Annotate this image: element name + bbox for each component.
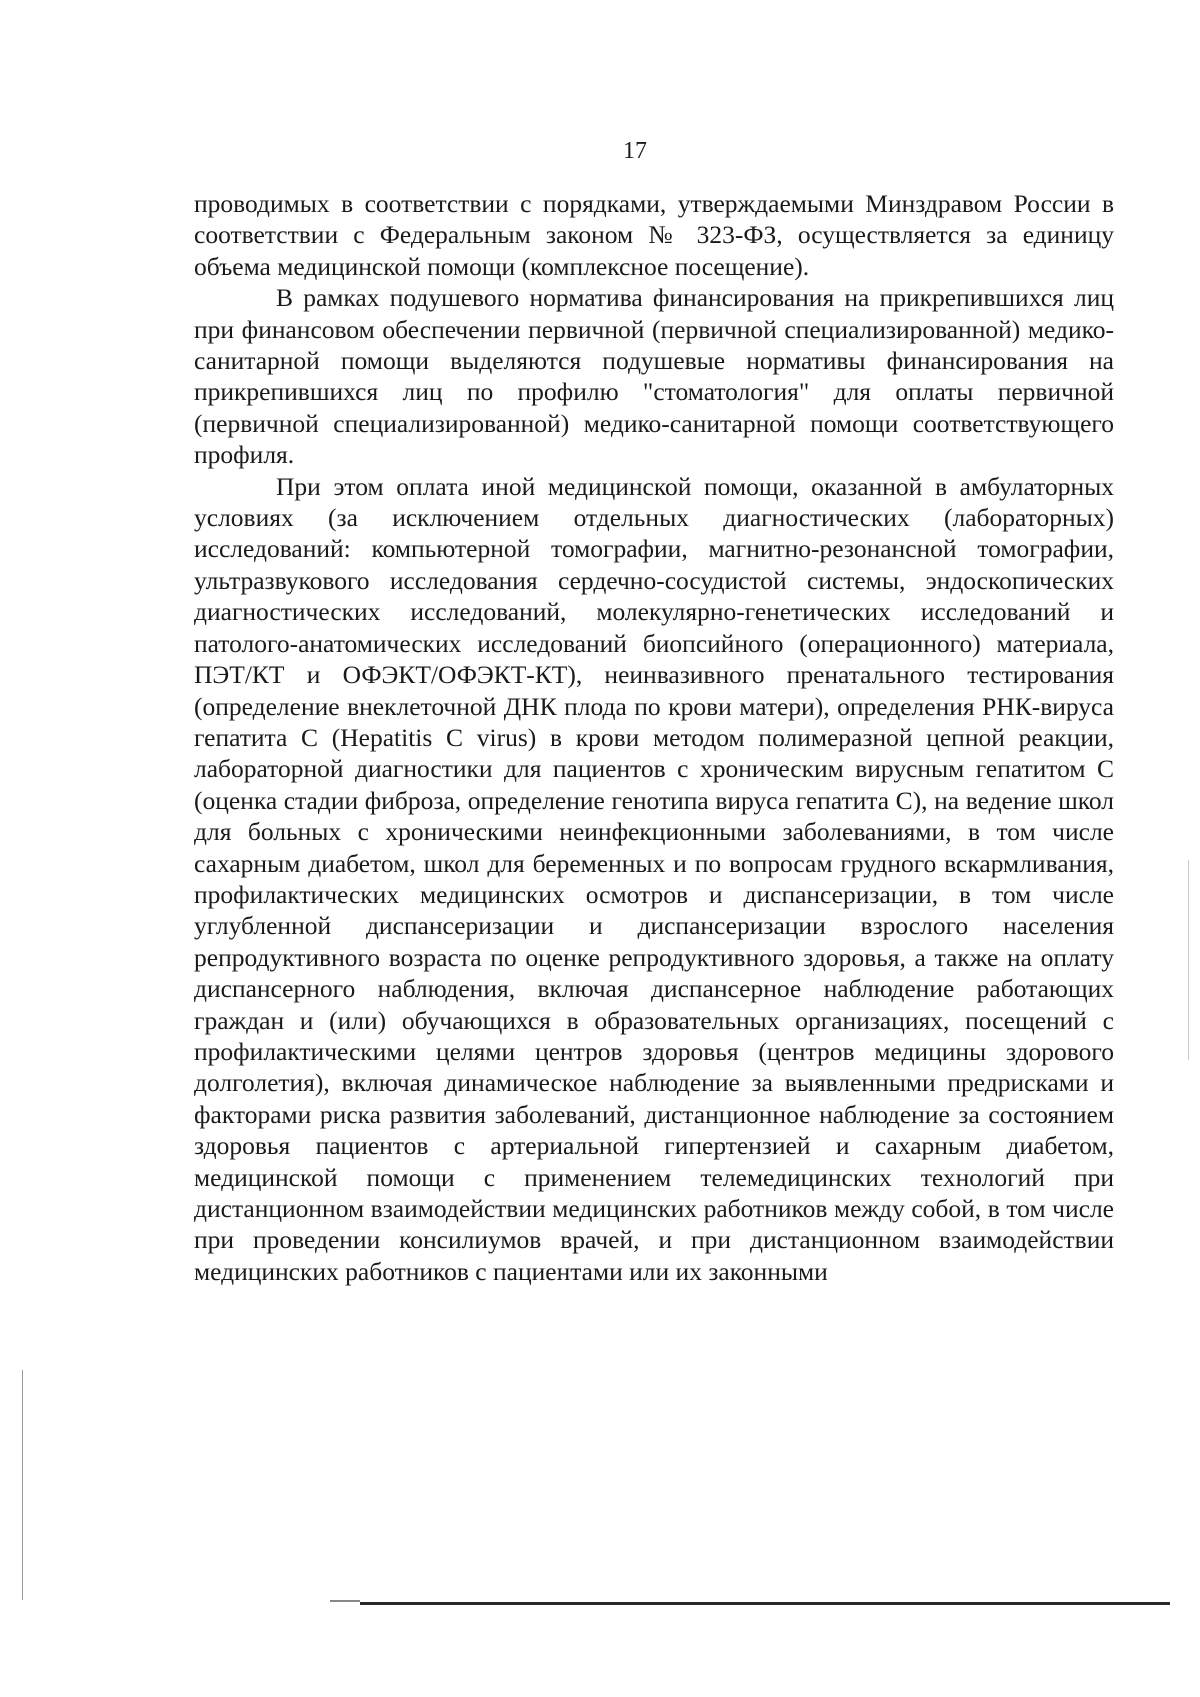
left-scan-edge-line (22, 1370, 23, 1600)
bottom-scan-edge-line (360, 1602, 1170, 1605)
bottom-scan-mark (330, 1600, 360, 1602)
paragraph-outpatient-payment: При этом оплата иной медицинской помощи, оказанной в амбулаторных условиях (за исключением отдельных диагностических (лабораторных) исследований: компьютерной томографии, магнитно-резонансной томографии, ультразвукового исследования сердечно-сосудистой системы, эндоскопических диагностических исследований, молекулярно-генетических исследований и патолого-анатомических исследований биопсийного (операционного) материала, ПЭТ/КТ и ОФЭКТ/ОФЭКТ-КТ), неинвазивного пренатального тестирования (определение внеклеточной ДНК плода по крови матери), определения РНК-вируса гепатита С (Hepatitis C virus) в крови методом полимеразной цепной реакции, лабораторной диагностики для пациентов с хроническим вирусным гепатитом С (оценка стадии фиброза, определение генотипа вируса гепатита С), на ведение школ для больных с хроническими неинфекционными заболеваниями, в том числе сахарным диабетом, школ для беременных и по вопросам грудного вскармливания, профилактических медицинских осмотров и диспансеризации, в том числе углубленной диспансеризации и диспансеризации взрослого населения репродуктивного возраста по оценке репродуктивного здоровья, а также на оплату диспансерного наблюдения, включая диспансерное наблюдение работающих граждан и (или) обучающихся в образовательных организациях, посещений с профилактическими целями центров здоровья (центров медицины здорового долголетия), включая динамическое наблюдение за выявленными предрисками и факторами риска развития заболеваний, дистанционное наблюдение за состоянием здоровья пациентов с артериальной гипертензией и сахарным диабетом, медицинской помощи с применением телемедицинских технологий при дистанционном взаимодействии медицинских работников между собой, в том числе при проведении консилиумов врачей, и при дистанционном взаимодействии медицинских работников с пациентами или их законными (194, 471, 1114, 1286)
paragraph-continuation: проводимых в соответствии с порядками, утверждаемыми Минздравом России в соответствии с Федеральным законом № 323-ФЗ, осуществляется за единицу объема медицинской помощи (комплексное посещение). (194, 189, 1114, 281)
document-body (194, 188, 1114, 1287)
paragraph-per-capita-norm: В рамках подушевого норматива финансирования на прикрепившихся лиц при финансовом обеспечении первичной (первичной специализированной) медико-санитарной помощи выделяются подушевые нормативы финансирования на прикрепившихся лиц по профилю "стоматология" для оплаты первичной (первичной специализированной) медико-санитарной помощи соответствующего профиля. (194, 283, 1114, 470)
right-scan-edge-line (1188, 860, 1189, 1060)
page-number: 17 (623, 138, 647, 164)
